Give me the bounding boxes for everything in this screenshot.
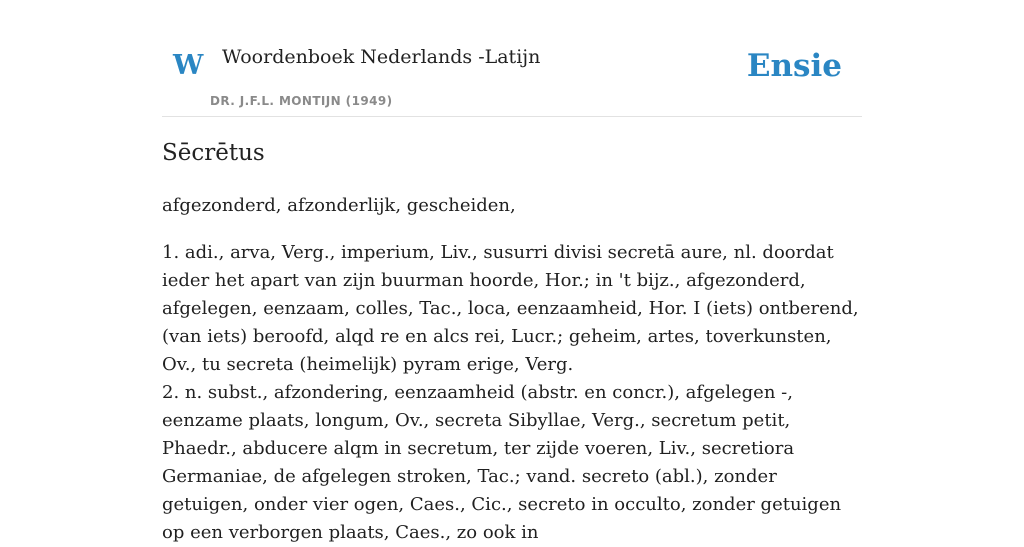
entry-headword: Sēcrētus: [162, 140, 265, 166]
dictionary-logo[interactable]: W: [173, 50, 204, 81]
ensie-logo[interactable]: Ensie: [746, 48, 842, 84]
entry-definition: [162, 239, 862, 547]
entry-summary: afgezonderd, afzonderlijk, gescheiden,: [162, 195, 516, 216]
dictionary-header: [162, 0, 862, 117]
entry-card: [162, 0, 862, 543]
sense-1: 1. adi., arva, Verg., imperium, Liv., susurri divisi secretā aure, nl. doordat ieder het apart van zijn buurman hoorde, Hor.; in 't bijz., afgezonderd, afgelegen, eenzaam, colles, Tac., loca, eenzaamheid, Hor. I (iets) ontberend, (van iets) beroofd, alqd re en alcs rei, Lucr.; geheim, artes, toverkunsten, Ov., tu secreta (heimelijk) pyram erige, Verg.: [162, 242, 859, 375]
dictionary-author: DR. J.F.L. MONTIJN (1949): [210, 94, 393, 108]
dictionary-title[interactable]: Woordenboek Nederlands -Latijn: [222, 46, 541, 68]
sense-2: 2. n. subst., afzondering, eenzaamheid (abstr. en concr.), afgelegen -, eenzame plaats, longum, Ov., secreta Sibyllae, Verg., secretum petit, Phaedr., abducere alqm in secretum, ter zijde voeren, Liv., secretiora Germaniae, de afgelegen stroken, Tac.; vand. secreto (abl.), zonder getuigen, onder vier ogen, Caes., Cic., secreto in occulto, zonder getuigen op een verborgen plaats, Caes., zo ook in: [162, 382, 842, 543]
